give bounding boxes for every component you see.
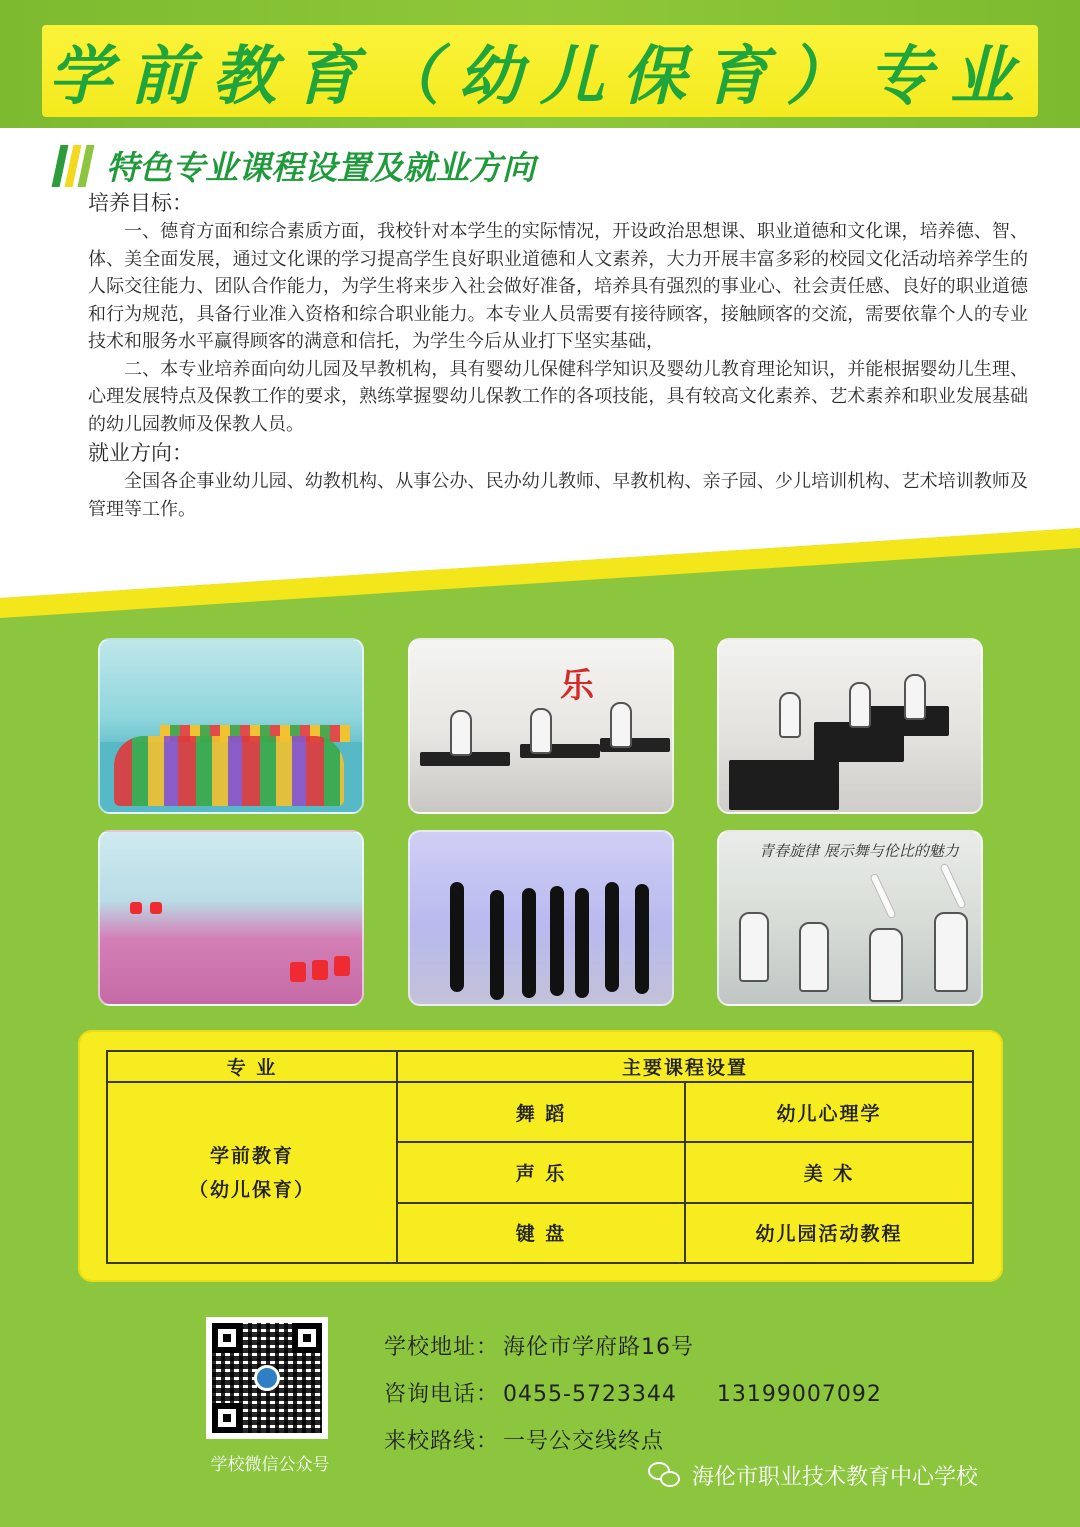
section-heading	[56, 142, 535, 189]
qr-logo-icon	[254, 1365, 280, 1391]
chair-shape	[334, 956, 350, 976]
photo-keyboard-class	[408, 638, 674, 814]
photo-piano-room	[717, 638, 983, 814]
jobs-paragraph: 全国各企事业幼儿园、幼教机构、从事公办、民办幼儿教师、早教机构、亲子园、少儿培训机构、艺术培训教师及管理等工作。	[88, 471, 1028, 520]
course-cell: 声 乐	[397, 1142, 685, 1202]
goals-paragraph-1: 一、德育方面和综合素质方面，我校针对本学生的实际情况，开设政治思想课、职业道德和文化课，培养德、智、体、美全面发展，通过文化课的学习提高学生良好职业道德和人文素养，大力开展丰富多彩的校园文化活动培养学生的人际交往能力、团队合作能力，为学生将来步入社会做好准备，培养具有强烈的事业心、社会责任感、良好的职业道德和行为规范，具备行业准入资格和综合职业能力。本专业人员需要有接待顾客，接触顾客的交流，需要依靠个人的专业技术和服务水平赢得顾客的满意和信托，为学生今后从业打下坚实基础，	[88, 221, 1028, 352]
classroom-banner: 青春旋律 展示舞与伦比的魅力	[759, 842, 959, 860]
dancer-shape	[550, 886, 564, 996]
dancer-shape	[522, 888, 536, 998]
course-cell: 舞 蹈	[397, 1082, 685, 1142]
route-line	[384, 1424, 664, 1455]
photo-dance-hall	[98, 830, 364, 1006]
dancer-shape	[605, 882, 619, 992]
address-line	[384, 1330, 694, 1361]
dancer-shape	[635, 884, 649, 994]
address-label: 学校地址：	[384, 1335, 500, 1360]
title-band	[42, 25, 1038, 117]
toys-shape	[114, 736, 344, 806]
major-cell	[107, 1082, 397, 1263]
route-value: 一号公交线终点	[503, 1429, 665, 1454]
student-shape	[779, 692, 801, 738]
course-cell: 美 术	[685, 1142, 973, 1202]
address-value: 海伦市学府路16号	[503, 1335, 695, 1360]
photo-dance-practice	[408, 830, 674, 1006]
header-banner	[0, 0, 1080, 128]
route-label: 来校路线：	[384, 1429, 500, 1454]
table-row	[107, 1082, 973, 1142]
arm-shape	[869, 873, 897, 920]
student-shape	[610, 702, 632, 748]
phone-line	[384, 1377, 882, 1408]
qr-pattern	[212, 1323, 322, 1433]
section-title: 特色专业课程设置及就业方向	[106, 148, 535, 187]
student-shape	[450, 710, 472, 756]
qr-eye-icon	[212, 1403, 242, 1433]
goals-paragraph-2: 二、本专业培养面向幼儿园及早教机构，具有婴幼儿保健科学知识及婴幼儿教育理论知识，并能根据婴幼儿生理、心理发展特点及保教工作的要求，熟练掌握婴幼儿保教工作的各项技能，具有较高文化素养、艺术素养和职业发展基础的幼儿园教师及保教人员。	[88, 358, 1028, 435]
photo-playroom	[98, 638, 364, 814]
header-courses: 主要课程设置	[397, 1051, 973, 1082]
phone-number-1: 0455-5723344	[503, 1382, 677, 1407]
student-shape	[530, 708, 552, 754]
page-title: 学前教育（幼儿保育）专业	[48, 39, 1032, 114]
wechat-brand	[648, 1460, 978, 1491]
student-shape	[799, 922, 829, 992]
chair-shape	[150, 902, 162, 914]
brand-name: 海伦市职业技术教育中心学校	[692, 1465, 979, 1490]
major-subname: （幼儿保育）	[188, 1178, 315, 1201]
courses-table	[106, 1050, 974, 1264]
qr-caption: 学校微信公众号	[210, 1455, 330, 1475]
phone-number-2: 13199007092	[716, 1382, 882, 1407]
qr-eye-icon	[292, 1323, 322, 1353]
table-header-row	[107, 1051, 973, 1082]
dancer-shape	[490, 890, 504, 1000]
goals-label: 培养目标：	[88, 191, 193, 215]
major-name: 学前教育	[209, 1144, 294, 1167]
student-shape	[849, 682, 871, 728]
student-shape	[934, 912, 968, 992]
music-sign: 乐	[560, 666, 594, 706]
jobs-label: 就业方向：	[88, 441, 193, 465]
description-text	[88, 188, 1028, 523]
dancer-shape	[575, 888, 589, 998]
chair-shape	[130, 902, 142, 914]
student-shape	[904, 674, 926, 720]
piano-shape	[729, 760, 839, 810]
qr-code-image[interactable]	[206, 1317, 328, 1439]
header-major: 专 业	[107, 1051, 397, 1082]
student-shape	[739, 912, 769, 982]
chair-shape	[290, 962, 306, 982]
photo-classroom-dance	[717, 830, 983, 1006]
course-cell: 键 盘	[397, 1203, 685, 1263]
arm-shape	[939, 863, 967, 910]
course-cell: 幼儿心理学	[685, 1082, 973, 1142]
qr-eye-icon	[212, 1323, 242, 1353]
student-shape	[869, 928, 903, 1002]
wechat-icon	[648, 1462, 682, 1490]
chair-shape	[312, 960, 328, 980]
dancer-shape	[450, 882, 464, 992]
phone-label: 咨询电话：	[384, 1382, 500, 1407]
course-cell: 幼儿园活动教程	[685, 1203, 973, 1263]
